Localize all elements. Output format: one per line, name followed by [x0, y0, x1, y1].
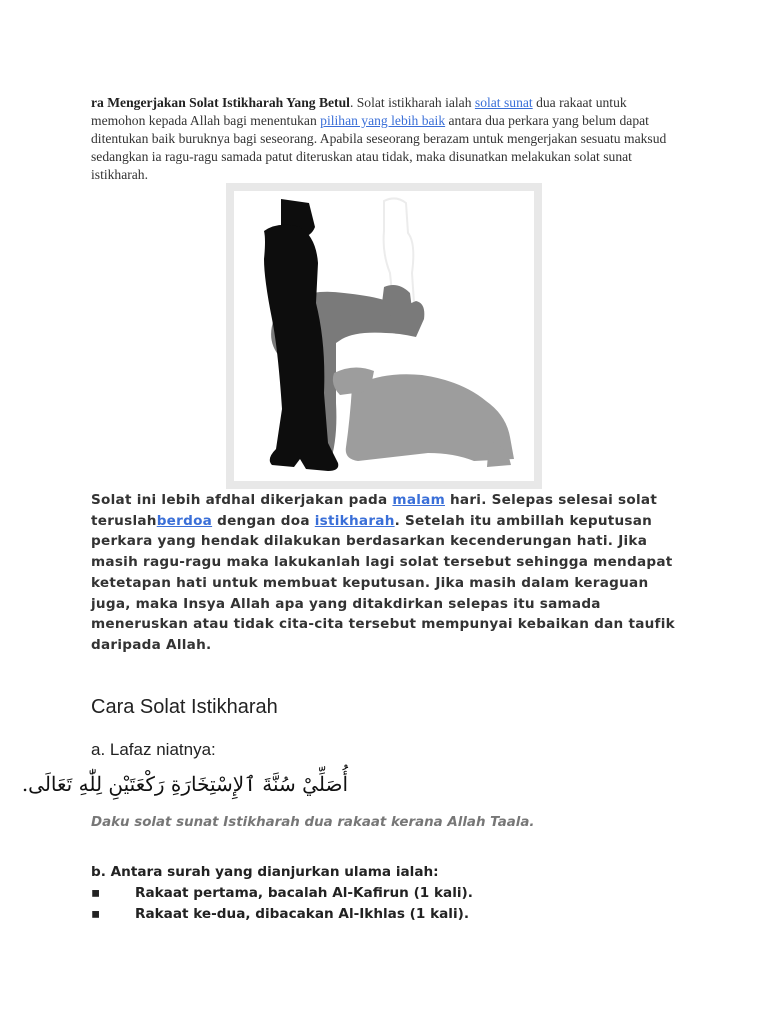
- bullet-icon: ▪: [91, 885, 101, 901]
- para2-text-2: hari. Selepas selesai solat teruslah: [91, 492, 658, 529]
- afdhal-paragraph: [91, 490, 691, 656]
- intro-title: ra Mengerjakan Solat Istikharah Yang Betul: [91, 95, 350, 110]
- link-pilihan[interactable]: pilihan yang lebih baik: [320, 113, 446, 128]
- link-istikharah[interactable]: istikharah: [314, 512, 395, 529]
- link-solat-sunat[interactable]: solat sunat: [474, 95, 533, 110]
- list-item: [91, 885, 473, 901]
- prayer-positions-silhouette-icon: [234, 191, 534, 481]
- section-heading: Cara Solat Istikharah: [91, 696, 278, 718]
- prostrating-figure-shape: [333, 367, 514, 467]
- list-item-text: Rakaat ke-dua, dibacakan Al-Ikhlas (1 kali).: [135, 906, 469, 922]
- intro-text-3: antara dua perkara yang belum dapat ditentukan baik buruknya bagi seseorang. Apabila seseorang berazam untuk mengerjakan sesuatu maksud sedangkan ia ragu-ragu samada patut diteruskan atau tidak, maka disunatkan melakukan solat sunat istikharah.: [91, 113, 667, 182]
- para2-text-1: Solat ini lebih afdhal dikerjakan pada: [91, 492, 393, 508]
- intro-paragraph: [91, 94, 681, 184]
- bullet-icon: ▪: [91, 906, 101, 922]
- prayer-figure: [226, 183, 542, 489]
- para2-text-4: . Setelah itu ambillah keputusan perkara yang hendak dilakukan berdasarkan kecenderungan hati. Jika masih ragu-ragu maka lakukanlah lagi solat tersebut sehingga mendapat ketetapan hati untuk membuat keputusan. Jika masih dalam keraguan juga, maka Insya Allah apa yang ditakdirkan selepas itu samada meneruskan atau tidak cita-cita tersebut mempunyai kebaikan dan taufik daripada Allah.: [91, 512, 675, 653]
- lafaz-niat-label: a. Lafaz niatnya:: [91, 740, 216, 759]
- link-berdoa[interactable]: berdoa: [156, 512, 213, 529]
- para2-text-3: dengan doa: [212, 512, 315, 529]
- surah-list-heading: b. Antara surah yang dianjurkan ulama ialah:: [91, 864, 439, 880]
- intro-text-1: . Solat istikharah ialah: [349, 95, 475, 110]
- list-item-text: Rakaat pertama, bacalah Al-Kafirun (1 kali).: [135, 885, 473, 901]
- niat-translation: Daku solat sunat Istikharah dua rakaat kerana Allah Taala.: [91, 815, 535, 830]
- arabic-niat-text: أُصَلِّيْ سُنَّةَ ٱلإِسْتِخَارَةِ رَكْعَتَيْنِ لِلّٰهِ تَعَالَى.: [21, 772, 348, 796]
- list-item: [91, 906, 469, 922]
- intro-text-2: dua rakaat untuk memohon kepada Allah bagi menentukan: [91, 95, 627, 128]
- link-malam[interactable]: malam: [392, 492, 445, 508]
